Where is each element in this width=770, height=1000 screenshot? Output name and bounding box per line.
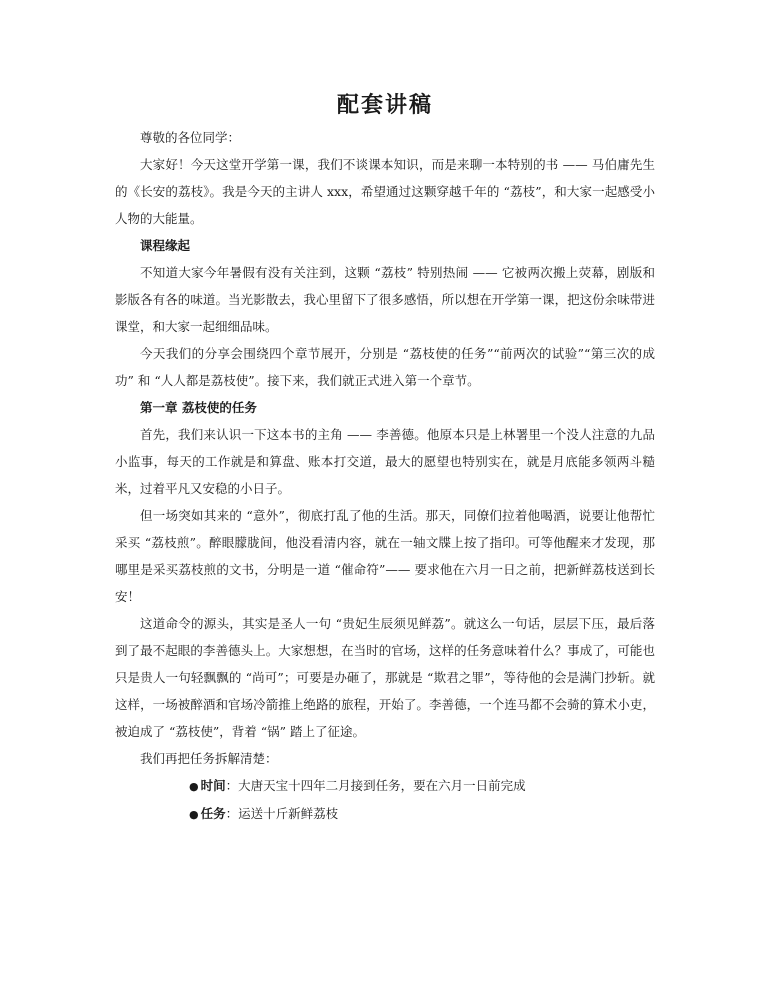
bullet-text: 大唐天宝十四年二月接到任务，要在六月一日前完成 xyxy=(238,778,526,793)
paragraph: 这道命令的源头，其实是圣人一句 “贵妃生辰须见鲜荔”。就这么一句话，层层下压，最后落到了最不起眼的李善德头上。大家想想，在当时的官场，这样的任务意味着什么？事成了，可能也只是贵人一句轻飘飘的 “尚可”；可要是办砸了，那就是 “欺君之罪”，等待他的会是满门抄斩。就这样，一场被醉酒和官场冷箭推上绝路的旅程，开始了。李善德，一个连马都不会骑的算术小吏，被迫成了 “荔枝使”，背着 “锅” 踏上了征途。 xyxy=(115,616,655,739)
paragraph: 不知道大家今年暑假有没有关注到，这颗 “荔枝” 特别热闹 —— 它被两次搬上荧幕，剧版和影版各有各的味道。当光影散去，我心里留下了很多感悟，所以想在开学第一课，把这份余味带进课堂，和大家一起细细品味。 xyxy=(115,265,655,334)
page-title: 配套讲稿 xyxy=(336,92,433,118)
section-heading: 课程缘起 xyxy=(140,238,191,253)
bullet-icon: ● xyxy=(189,808,199,821)
bullet-icon: ● xyxy=(189,780,199,793)
list-item xyxy=(189,800,655,828)
paragraph: 今天我们的分享会围绕四个章节展开，分别是 “荔枝使的任务”“前两次的试验”“第三次的成功” 和 “人人都是荔枝使”。接下来，我们就正式进入第一个章节。 xyxy=(115,346,655,388)
task-bullet-list xyxy=(115,772,655,828)
chapter-heading: 第一章 荔枝使的任务 xyxy=(140,400,257,415)
document-body xyxy=(115,124,655,828)
paragraph: 但一场突如其来的 “意外”，彻底打乱了他的生活。那天，同僚们拉着他喝酒，说要让他帮忙采买 “荔枝煎”。醉眼朦胧间，他没看清内容，就在一轴文牒上按了指印。可等他醒来才发现，那哪里是采买荔枝煎的文书，分明是一道 “催命符”—— 要求他在六月一日之前，把新鲜荔枝送到长安！ xyxy=(115,508,655,604)
bullet-separator: ： xyxy=(225,806,239,821)
bullet-separator: ： xyxy=(225,778,239,793)
paragraph: 首先，我们来认识一下这本书的主角 —— 李善德。他原本只是上林署里一个没人注意的九品小监事，每天的工作就是和算盘、账本打交道，最大的愿望也特别实在，就是月底能多领两斗糙米，过着平凡又安稳的小日子。 xyxy=(115,427,655,496)
bullet-key: 时间 xyxy=(200,778,226,793)
intro-paragraph: 大家好！今天这堂开学第一课，我们不谈课本知识，而是来聊一本特别的书 —— 马伯庸先生的《长安的荔枝》。我是今天的主讲人 xxx，希望通过这颗穿越千年的 “荔枝”，和大家一起感受小人物的大能量。 xyxy=(115,157,655,226)
list-item xyxy=(189,772,655,800)
paragraph: 我们再把任务拆解清楚： xyxy=(140,751,278,766)
bullet-key: 任务 xyxy=(200,806,226,821)
bullet-text: 运送十斤新鲜荔枝 xyxy=(238,806,339,821)
greeting: 尊敬的各位同学： xyxy=(140,130,241,145)
